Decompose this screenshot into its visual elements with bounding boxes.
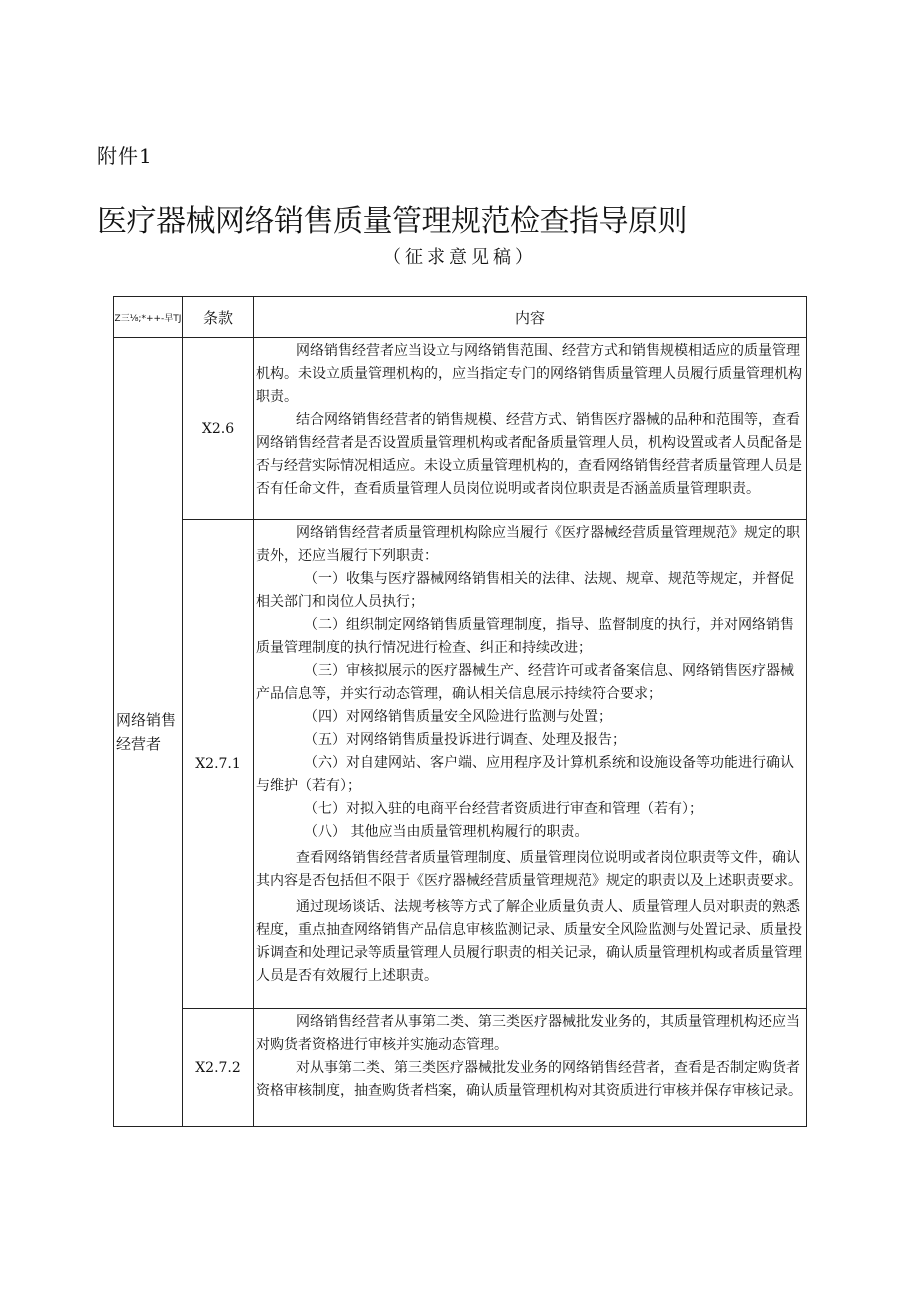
table-row [114, 520, 807, 1009]
content-paragraph: 查看网络销售经营者质量管理制度、质量管理岗位说明或者岗位职责等文件，确认其内容是否包括但不限于《医疗器械经营质量管理规范》规定的职责以及上述职责要求。 [256, 850, 802, 889]
table-row [114, 338, 807, 520]
content-paragraph: 结合网络销售经营者的销售规模、经营方式、销售医疗器械的品种和范围等，查看网络销售经营者是否设置质量管理机构或者配备质量管理人员，机构设置或者人员配备是否与经营实际情况相适应。未设立质量管理机构的，查看网络销售经营者质量管理人员是否有任命文件，查看质量管理人员岗位说明或者岗位职责是否涵盖质量管理职责。 [256, 412, 802, 497]
content-item: （四）对网络销售质量安全风险进行监测与处置； [304, 709, 612, 725]
content-item: （三）审核拟展示的医疗器械生产、经营许可或者备案信息、网络销售医疗器械产品信息等，并实行动态管理，确认相关信息展示持续符合要求； [256, 663, 794, 702]
content-paragraph: 对从事第二类、第三类医疗器械批发业务的网络销售经营者，查看是否制定购货者资格审核制度，抽查购货者档案，确认质量管理机构对其资质进行审核并保存审核记录。 [256, 1060, 802, 1099]
clause-cell: X2.6 [183, 338, 254, 520]
category-cell: 网络销售经营者 [114, 338, 183, 1127]
content-cell [254, 338, 807, 520]
table-header-row [114, 297, 807, 338]
clause-cell: X2.7.2 [183, 1009, 254, 1127]
inspection-table [113, 296, 807, 1127]
content-item: （六）对自建网站、客户端、应用程序及计算机系统和设施设备等功能进行确认与维护（若有）； [256, 755, 794, 794]
content-item: （五）对网络销售质量投诉进行调查、处理及报告； [304, 732, 626, 748]
document-title: 医疗器械网络销售质量管理规范检查指导原则 [97, 204, 687, 239]
document-subtitle: （征求意见稿） [383, 247, 537, 268]
column-header-category: Z三⅛;*++-早TJ [114, 297, 183, 338]
content-item: （二）组织制定网络销售质量管理制度，指导、监督制度的执行，并对网络销售质量管理制度的执行情况进行检查、纠正和持续改进； [256, 617, 794, 656]
content-paragraph: 网络销售经营者应当设立与网络销售范围、经营方式和销售规模相适应的质量管理机构。未设立质量管理机构的，应当指定专门的网络销售质量管理人员履行质量管理机构职责。 [256, 343, 802, 405]
annex-label: 附件1 [97, 144, 153, 168]
content-cell [254, 1009, 807, 1127]
content-paragraph: 通过现场谈话、法规考核等方式了解企业质量负责人、质量管理人员对职责的熟悉程度，重点抽查网络销售产品信息审核监测记录、质量安全风险监测与处置记录、质量投诉调查和处理记录等质量管理人员履行职责的相关记录，确认质量管理机构或者质量管理人员是否有效履行上述职责。 [256, 899, 802, 984]
content-paragraph: 网络销售经营者从事第二类、第三类医疗器械批发业务的，其质量管理机构还应当对购货者资格进行审核并实施动态管理。 [256, 1014, 800, 1053]
content-item: （七）对拟入驻的电商平台经营者资质进行审查和管理（若有）； [304, 801, 703, 817]
clause-cell: X2.7.1 [183, 520, 254, 1009]
content-item: （八） 其他应当由质量管理机构履行的职责。 [304, 824, 589, 840]
table-row [114, 1009, 807, 1127]
content-cell [254, 520, 807, 1009]
column-header-content: 内容 [254, 297, 807, 338]
content-item: （一）收集与医疗器械网络销售相关的法律、法规、规章、规范等规定，并督促相关部门和岗位人员执行； [256, 571, 794, 610]
content-paragraph: 网络销售经营者质量管理机构除应当履行《医疗器械经营质量管理规范》规定的职责外，还应当履行下列职责： [256, 525, 800, 564]
content-clip [256, 522, 804, 1006]
column-header-clause: 条款 [183, 297, 254, 338]
